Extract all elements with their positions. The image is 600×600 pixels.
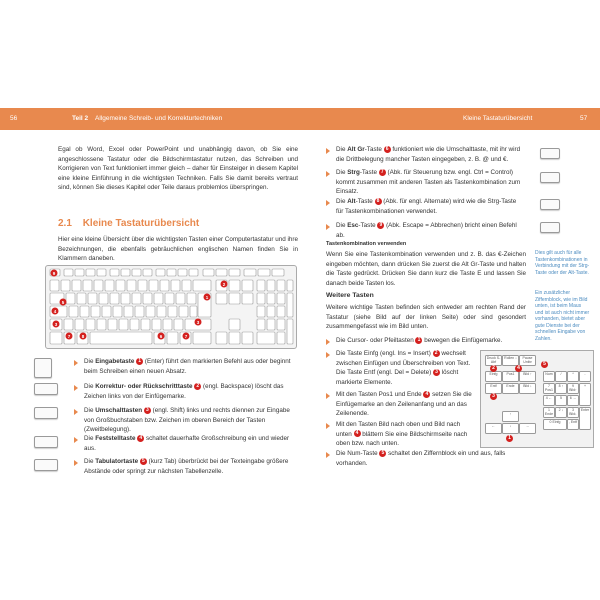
page-header-bar: [0, 108, 600, 130]
bullet-text: bewegen die Einfügemarke.: [422, 337, 503, 344]
keypad-key: 7 Pos1: [543, 383, 555, 394]
bullet-text: Mit den Tasten Pos1 und Ende: [336, 391, 424, 398]
bullet-text: (Abk. Escape = Abbrechen) bricht einen Befehl ab.: [336, 222, 517, 239]
bullet-text: (Abk. für engl. Alternate) wird wie die Strg-Taste für Tastenkombinationen verwendet.: [336, 198, 517, 215]
svg-text:7: 7: [67, 333, 71, 339]
keypad-key: 6 →: [567, 395, 579, 406]
bullet-text: (engl. Backspace) löscht das Zeichen links von der Einfügemarke.: [84, 383, 284, 400]
bullet-text: löscht markierte Elemente.: [336, 369, 459, 386]
part-title: Allgemeine Schreib- und Korrekturtechniken: [95, 115, 223, 122]
bullet-arrow: [74, 409, 78, 415]
svg-text:2: 2: [222, 281, 226, 287]
bullet-text: Die Num-Taste: [336, 450, 380, 457]
keypad-key: Ende: [502, 383, 519, 394]
keypad-key: Bild ↑: [519, 371, 536, 382]
bullet-text: schaltet den Ziffernblock ein und aus, falls vorhanden.: [336, 450, 506, 467]
bullet-insert: [336, 349, 476, 387]
bullet-arrow: [326, 452, 330, 458]
bullet-name: Alt: [347, 198, 356, 205]
esc-key-icon: [540, 222, 560, 233]
badge-8: 8: [375, 198, 382, 205]
bullet-name: Alt Gr: [347, 146, 365, 153]
bullet-arrow: [74, 360, 78, 366]
section-number: 2.1: [58, 218, 72, 229]
bullet-name: Esc: [347, 222, 359, 229]
bullet-post: -Taste: [355, 198, 375, 205]
bullet-text: (kurz Tab) überbrückt bei der Texteingabe größere Abstände oder springt zur nächsten Tabellenzelle.: [84, 458, 289, 475]
svg-text:8: 8: [81, 333, 85, 339]
svg-text:4: 4: [53, 308, 57, 314]
svg-text:7: 7: [184, 333, 188, 339]
badge-3: 3: [433, 369, 440, 376]
keypad-key: 0 Einfg: [543, 419, 567, 430]
bullet-text: blättern Sie eine Bildschirmseite nach oben bzw. nach unten.: [336, 430, 468, 448]
strg-key-icon: [540, 172, 560, 183]
intro-paragraph: Egal ob Word, Excel oder PowerPoint und unabhängig davon, ob Sie eine angeschlossene Tastatur oder die Bildschirmtastatur nutzen, das Schreiben und Korrigieren von Text funktioniert immer gleich – daher für Einsteiger in diesem Kapitel eine kleine Einführung in die wichtigsten Techniken. Falls Sie damit bereits vertraut sind, können Sie dieses Kapitel oder Teile daraus problemlos überspringen.: [58, 146, 298, 192]
bullet-shift: Die Umschalttasten 3 (engl. Shift) links und rechts diennen zur Eingabe von Großbuchstaben bzw. Zeichen im oberen Bereich der Tasten (Zweitbelegung).: [84, 406, 290, 434]
keypad-key: 1 Ende: [544, 408, 554, 416]
bullet-arrow: [326, 339, 330, 345]
keypad-key: 9 Bild↑: [567, 383, 579, 394]
keypad-illustration: [480, 350, 594, 448]
bullet-arrow: [326, 352, 330, 358]
arrow-right-key: →: [519, 423, 536, 434]
bullet-pre: Die: [336, 222, 348, 229]
tab-key-icon: [34, 459, 58, 471]
svg-text:6: 6: [159, 333, 163, 339]
more-keys-paragraph: Weitere wichtige Tasten befinden sich entweder am rechten Rand der Tastatur (siehe Bild auf der linken Seite) oder sind gesondert zusammengefasst wie im Bild unten.: [326, 304, 526, 331]
keyboard-intro-paragraph: Hier eine kleine Übersicht über die wichtigsten Tasten einer Computertastatur und ihre Bezeichnungen, die ebenfalls gebräuchlichen englischen Namen finden Sie in Klammern daneben.: [58, 236, 298, 263]
svg-text:5: 5: [61, 299, 65, 305]
bullet-post: -Taste: [359, 169, 379, 176]
badge-6: 6: [384, 146, 391, 153]
bullet-text: (Enter) führt den markierten Befehl aus oder beginnt beim Schreiben einen neuen Absatz.: [84, 358, 291, 375]
bullet-strg: [336, 168, 524, 197]
bullet-arrow: [326, 200, 330, 206]
badge-9: 9: [377, 222, 384, 229]
keypad-key: Druck S-Abf: [486, 356, 501, 364]
svg-text:1: 1: [205, 294, 209, 300]
bullet-name: Tabulatortaste: [95, 458, 139, 465]
bullet-arrow: [74, 437, 78, 443]
section-heading-text: Kleine Tastaturübersicht: [82, 218, 200, 229]
bullet-tab: Die Tabulatortaste 5 (kurz Tab) überbrückt bei der Texteingabe größere Abstände oder springt zur nächsten Tabellenzelle.: [84, 457, 289, 475]
section-heading: [58, 218, 199, 229]
bullet-name: Feststelltaste: [95, 435, 136, 442]
side-note-combo: Dies gilt auch für alle Tastenkombinationen in Verbindung mit der Strg-Taste oder der Alt-Taste.: [535, 250, 590, 276]
bullet-esc: [336, 221, 524, 240]
bullet-name: Umschalttasten: [95, 407, 143, 414]
badge-1: 1: [415, 337, 422, 344]
bullet-arrow: [326, 148, 330, 154]
badge-4: 4: [423, 391, 430, 398]
arrow-down-key: ↓: [502, 423, 519, 434]
bullet-text: Die Taste Einfg (engl. Ins = Insert): [336, 350, 433, 357]
side-note-numpad: Ein zusätzlicher Ziffernblock, wie im Bild unten, ist beim Maus und ist auch nicht immer vorhanden, bietet aber gute Dienste bei der schnellen Eingabe von Zahlen.: [535, 290, 590, 342]
bullet-arrow: [326, 171, 330, 177]
keypad-key: Bild ↓: [519, 383, 536, 394]
combo-heading: Tastenkombination verwenden: [326, 241, 407, 247]
keypad-key: 4 ←: [543, 395, 555, 406]
bullet-text: schaltet dauerhafte Großschreibung ein und wieder aus.: [84, 435, 290, 452]
badge-7: 7: [379, 169, 386, 176]
keyboard-keys-drawing: [46, 266, 296, 348]
bullet-arrow: [326, 393, 330, 399]
keyboard-illustration: [45, 265, 297, 349]
keypad-key: 3 Bild↓: [567, 407, 579, 418]
keypad-badge-2: 2: [490, 365, 497, 372]
bullet-pre: Die: [336, 169, 348, 176]
svg-text:3: 3: [54, 321, 58, 327]
bullet-text: wechselt zwischen Einfügen und Überschreiben von Text. Die Taste Entf (engl. Del = Delete): [336, 350, 471, 377]
bullet-name: Korrektur- oder Rückschritttaste: [95, 383, 193, 390]
bullet-post: -Taste: [358, 222, 378, 229]
bullet-altgr: [336, 145, 524, 164]
bullet-text: Die Cursor- oder Pfeiltasten: [336, 337, 416, 344]
keypad-key: Pos1: [502, 371, 519, 382]
bullet-name: Strg: [347, 169, 360, 176]
keypad-key: Pause Untbr: [519, 355, 536, 366]
bullet-text: (Abk. für Steuerung bzw. engl. Ctrl = Control) kommt zusammen mit anderen Tasten als Tastenkombination zum Einsatz.: [336, 169, 521, 196]
badge-5: 5: [379, 450, 386, 457]
keypad-key: /: [555, 371, 567, 382]
keypad-key: , Entf: [567, 419, 579, 430]
section-title: Kleine Tastaturübersicht: [463, 115, 533, 122]
bullet-text: funktioniert wie die Umschalttaste, mit ihr wird die Drittbelegung mancher Tasten eingegeben, z. B. @ und €.: [336, 146, 521, 163]
bullet-backspace: Die Korrektur- oder Rückschritttaste 2 (engl. Backspace) löscht das Zeichen links von der Einfügemarke.: [84, 382, 284, 400]
combo-paragraph: Wenn Sie eine Tastenkombination verwenden und z. B. das €-Zeichen eingeben möchten, dann drücken Sie zuerst die Alt Gr-Taste und halten die Taste gedrückt. Drücken Sie dann kurz die Taste E und lassen Sie danach beide Tasten los.: [326, 251, 526, 287]
bullet-text: Mit den Tasten Bild nach oben und Bild nach unten: [336, 421, 461, 438]
page-number-right: 57: [580, 115, 588, 122]
page-number-left: 56: [10, 115, 18, 122]
badge-3: 3: [144, 407, 151, 414]
bullet-arrow: [326, 224, 330, 230]
badge-1: 1: [136, 358, 143, 365]
backspace-key-icon: [34, 383, 58, 395]
bullet-text: (engl. Shift) links und rechts diennen zur Eingabe von Großbuchstaben bzw. Zeichen im oberen Bereich der Tasten (Zweitbelegung).: [84, 407, 290, 434]
keypad-badge-1: 1: [506, 435, 513, 442]
bullet-text: setzen Sie die Einfügemarke an den Zeilenanfang und an das Zeilenende.: [336, 391, 472, 418]
badge-5: 5: [140, 458, 147, 465]
enter-key-icon: [34, 358, 52, 378]
keypad-key: *: [567, 371, 579, 382]
bullet-post: -Taste: [364, 146, 384, 153]
capslock-key-icon: [34, 436, 58, 448]
more-keys-heading: Weitere Tasten: [326, 292, 374, 299]
altgr-key-icon: [540, 148, 560, 159]
keypad-key: Einfg: [485, 371, 502, 382]
badge-4: 4: [354, 430, 361, 437]
badge-4: 4: [137, 435, 144, 442]
keypad-key: 8 ↑: [555, 383, 567, 394]
shift-key-icon: [34, 407, 58, 419]
bullet-capslock: Die Feststelltaste 4 schaltet dauerhafte Großschreibung ein und wieder aus.: [84, 434, 290, 452]
bullet-page-up-down: [336, 420, 476, 449]
bullet-pre: Die: [336, 198, 348, 205]
bullet-cursor: [336, 336, 536, 346]
keypad-badge-3: 3: [490, 393, 497, 400]
keypad-key: +: [579, 383, 591, 406]
arrow-left-key: ←: [485, 423, 502, 434]
svg-text:3: 3: [196, 319, 200, 325]
keypad-key: 2 ↓: [555, 407, 567, 418]
svg-text:9: 9: [52, 270, 56, 276]
keypad-key: Num: [543, 371, 555, 382]
bullet-alt: [336, 197, 524, 216]
bullet-pre: Die: [336, 146, 348, 153]
bullet-pos1-ende: [336, 390, 476, 419]
keypad-badge-5: 5: [541, 361, 548, 368]
keypad-key: Rollen ↓: [502, 355, 519, 366]
keypad-key: Enter: [579, 407, 591, 430]
bullet-arrow: [74, 385, 78, 391]
bullet-enter: Die Eingabetaste 1 (Enter) führt den markierten Befehl aus oder beginnt beim Schreiben einen neuen Absatz.: [84, 357, 291, 375]
bullet-arrow: [74, 460, 78, 466]
keypad-badge-4: 4: [515, 365, 522, 372]
part-label: Teil 2: [72, 115, 89, 122]
badge-2: 2: [194, 383, 201, 390]
alt-key-icon: [540, 199, 560, 210]
badge-2: 2: [433, 350, 440, 357]
bullet-arrow: [326, 423, 330, 429]
keypad-key: 5: [555, 395, 567, 406]
keypad-key: Entf: [485, 383, 502, 394]
bullet-num: [336, 449, 526, 468]
arrow-up-key: ↑: [502, 411, 519, 422]
keypad-key: -: [579, 371, 591, 382]
bullet-name: Eingabetaste: [95, 358, 135, 365]
